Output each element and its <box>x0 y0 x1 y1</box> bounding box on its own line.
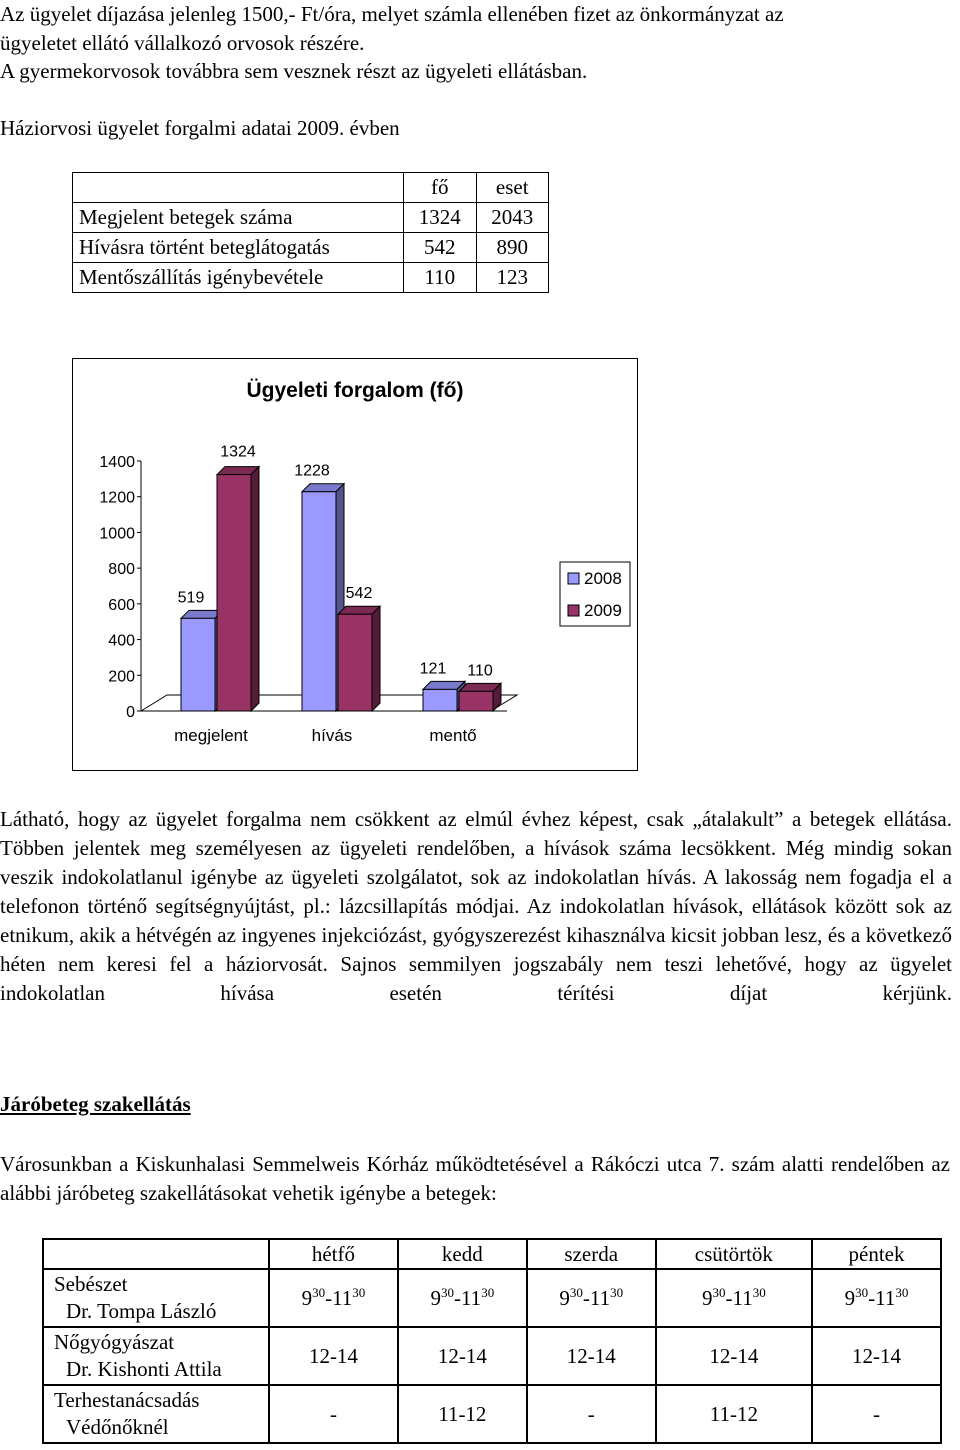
table-cell: Hívásra történt beteglátogatás <box>73 233 404 263</box>
table-row <box>43 1327 941 1385</box>
specialty-cell <box>43 1269 269 1327</box>
data-label: 1228 <box>294 462 330 480</box>
table-cell: 1324 <box>404 203 477 233</box>
chart-frame <box>72 358 638 771</box>
stats-heading: Háziorvosi ügyelet forgalmi adatai 2009. évben <box>0 116 400 140</box>
table-cell: Mentőszállítás igénybevétele <box>73 263 404 293</box>
table-row <box>43 1269 941 1327</box>
specialty-cell <box>43 1385 269 1443</box>
data-label: 110 <box>467 662 493 680</box>
time-hour: 9 <box>430 1286 441 1310</box>
time-cell: 12-14 <box>269 1327 398 1385</box>
day-pentek: péntek <box>812 1239 941 1269</box>
day-csutortok: csütörtök <box>656 1239 812 1269</box>
time-minute: 30 <box>440 1285 454 1300</box>
legend-swatch <box>568 605 579 616</box>
intro-line-3: A gyermekorvosok továbbra sem vesznek részt az ügyeleti ellátásban. <box>0 59 588 83</box>
bar-2008-megjelent <box>181 618 215 711</box>
table-row <box>73 203 549 233</box>
time-cell <box>269 1269 398 1327</box>
x-tick-label: hívás <box>311 726 353 745</box>
time-cell: 12-14 <box>656 1327 812 1385</box>
legend-label: 2009 <box>584 601 622 620</box>
time-hour: 9 <box>702 1286 713 1310</box>
time-hour: -11 <box>868 1286 896 1310</box>
table-header-row <box>73 173 549 203</box>
bar-2009-megjelent <box>217 475 251 711</box>
time-cell: 11-12 <box>656 1385 812 1443</box>
y-tick-label: 600 <box>108 596 135 614</box>
time-minute: 30 <box>352 1285 366 1300</box>
table-header-row <box>43 1239 941 1269</box>
time-cell: - <box>812 1385 941 1443</box>
time-cell: 12-14 <box>527 1327 656 1385</box>
doctor-name: Dr. Kishonti Attila <box>66 1357 222 1381</box>
table-cell: 2043 <box>476 203 549 233</box>
time-minute: 30 <box>895 1285 909 1300</box>
time-hour: 9 <box>301 1286 313 1310</box>
doctor-name: Dr. Tompa László <box>66 1299 217 1323</box>
time-hour: -11 <box>725 1286 753 1310</box>
table-cell <box>43 1239 269 1269</box>
time-minute: 30 <box>312 1285 326 1300</box>
section-text: Városunkban a Kiskunhalasi Semmelweis Kórház működtetésével a Rákóczi utca 7. szám alatti rendelőben az alábbi járóbeteg szakellátásokat vehetik igénybe a betegek: <box>0 1152 950 1205</box>
time-hour: -11 <box>582 1286 611 1310</box>
time-cell: 12-14 <box>812 1327 941 1385</box>
table-cell: fő <box>404 173 477 203</box>
y-tick-label: 400 <box>108 632 135 650</box>
legend-swatch <box>568 573 579 584</box>
table-row <box>73 233 549 263</box>
table-cell: 123 <box>476 263 549 293</box>
day-szerda: szerda <box>527 1239 656 1269</box>
time-cell <box>812 1269 941 1327</box>
y-tick-label: 1400 <box>99 454 135 471</box>
table-cell: Megjelent betegek száma <box>73 203 404 233</box>
time-hour: -11 <box>453 1286 482 1310</box>
bar-2009-hívás <box>338 614 372 711</box>
time-cell: 11-12 <box>398 1385 527 1443</box>
time-cell <box>527 1269 656 1327</box>
y-tick-label: 800 <box>108 561 135 579</box>
bar-2008-hívás <box>302 492 336 711</box>
day-kedd: kedd <box>398 1239 527 1269</box>
data-label: 519 <box>177 589 205 607</box>
time-minute: 30 <box>569 1285 583 1300</box>
legend-label: 2008 <box>584 569 622 588</box>
time-cell: 12-14 <box>398 1327 527 1385</box>
y-tick-label: 0 <box>126 704 135 721</box>
specialty-name: Terhestanácsadás <box>54 1388 200 1412</box>
data-label: 1324 <box>220 443 256 461</box>
bar-2009-mentő <box>459 691 493 711</box>
table-cell: eset <box>476 173 549 203</box>
table-cell: 110 <box>404 263 477 293</box>
time-cell: - <box>269 1385 398 1443</box>
schedule-table <box>42 1238 942 1444</box>
time-hour: 9 <box>559 1286 570 1310</box>
time-hour: 9 <box>844 1286 856 1310</box>
time-cell <box>656 1269 812 1327</box>
x-tick-label: megjelent <box>174 726 248 745</box>
bar-side <box>372 606 380 711</box>
time-minute: 30 <box>610 1285 624 1300</box>
bar-chart <box>73 359 637 770</box>
stats-table <box>72 172 549 293</box>
bar-2008-mentő <box>423 689 457 711</box>
y-tick-label: 1000 <box>99 525 135 543</box>
intro-line-1: Az ügyelet díjazása jelenleg 1500,- Ft/óra, melyet számla ellenében fizet az önkormányzat az <box>0 2 784 26</box>
intro-line-2: ügyeletet ellátó vállalkozó orvosok részére. <box>0 31 365 55</box>
table-row <box>43 1385 941 1443</box>
bar-side <box>251 467 259 711</box>
specialty-name: Sebészet <box>54 1272 128 1296</box>
time-hour: -11 <box>325 1286 353 1310</box>
time-cell <box>398 1269 527 1327</box>
section-title: Járóbeteg szakellátás <box>0 1092 191 1116</box>
y-tick-label: 1200 <box>99 489 135 507</box>
analysis-paragraph: Látható, hogy az ügyelet forgalma nem csökkent az elmúl évhez képest, csak „átalakult” a betegek ellátása. Többen jelentek meg személyesen az ügyeleti rendelőben, a hívások száma lecsökkent. Még mindig sokan veszik indokolatlanul igénybe az ügyeleti szolgálatot, sok az indokolatlan hívás. A lakosság nem fogadja el a telefonon történő segítségnyújtást, pl.: lázcsillapítás módjai. Az indokolatlan hívások, ellátások között sok az etnikum, akik a hétvégén az ingyenes injekciózást, gyógyszerezést kihasználva kicsit jobban lesz, és a következő héten nem keresi fel a háziorvosát. Sajnos semmilyen jogszabály nem teszi lehetővé, hogy az ügyelet indokolatlan hívása esetén térítési díjat kérjünk. <box>0 807 952 1005</box>
time-minute: 30 <box>855 1285 869 1300</box>
table-cell <box>73 173 404 203</box>
y-tick-label: 200 <box>108 668 135 686</box>
table-cell: 542 <box>404 233 477 263</box>
specialty-cell <box>43 1327 269 1385</box>
time-minute: 30 <box>752 1285 766 1300</box>
day-hetfo: hétfő <box>269 1239 398 1269</box>
data-label: 121 <box>419 660 447 678</box>
table-row <box>73 263 549 293</box>
time-minute: 30 <box>481 1285 495 1300</box>
data-label: 542 <box>345 585 373 603</box>
chart-title: Ügyeleti forgalom (fő) <box>246 379 464 402</box>
time-minute: 30 <box>712 1285 726 1300</box>
x-tick-label: mentő <box>429 726 477 745</box>
specialty-name: Nőgyógyászat <box>54 1330 175 1354</box>
doctor-name: Védőnőknél <box>66 1415 169 1439</box>
time-cell: - <box>527 1385 656 1443</box>
table-cell: 890 <box>476 233 549 263</box>
